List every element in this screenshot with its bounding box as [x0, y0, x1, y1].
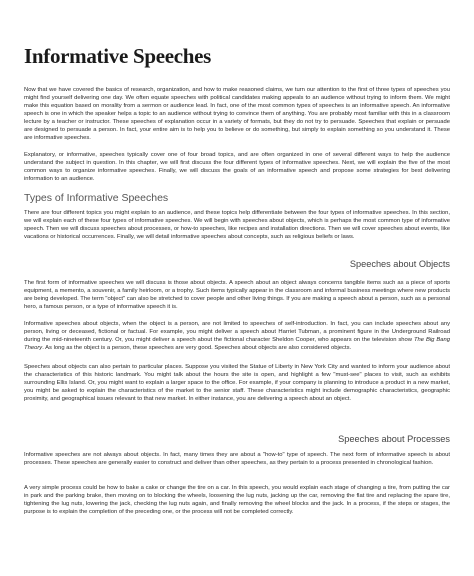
- objects-paragraph-3: Speeches about objects can also pertain to particular places. Suppose you visited the Statue of Liberty in New York City and wanted to inform your audience about the characteristics of this historic landmark. You might talk about the hours the site is open, and highlight a few "must-see" places to visit, such as exhibits surrounding Ellis Island. Or, you might want to explain a larger space to the office. For example, if your company is planning to introduce a product in a new market, you might be asked to explain the characteristics of the market to the senior staff. These characteristics might include demographic characteristics, geographic proximity, and geographical issues relevant to that new market. In either instance, you are delivering a speech about an object.: [24, 364, 450, 403]
- subheading-processes: Speeches about Processes: [338, 434, 450, 444]
- objects-p2-show-title: The Big Bang Theory: [24, 337, 450, 352]
- objects-p2-text-b: . As long as the object is a person, these speeches are very good. Speeches about objects are also considered objects.: [42, 345, 352, 352]
- intro-paragraph-1: Now that we have covered the basics of research, organization, and how to make reasoned claims, we turn our attention to the first of three types of speeches you might find yourself delivering one day. We often equate speeches with political candidates making appeals to an audience without trying to inform them. We might make this equation based on morality from a sermon or audience lead. In fact, one of the most common types of speeches is an informative speech. An informative speech is one in which the speaker helps a topic to an audience without trying to convince them of anything. You are probably most familiar with this in a classroom lecture by a teacher or instructor. These speeches of explanation occur in a variety of formats, but they do not try to persuade. Speeches that explain or persuade are designed to persuade a person. In fact, your entire aim is to help you to believe or do something, but simply to explain something so you understand it. These are informative speeches.: [24, 87, 450, 142]
- objects-paragraph-2: [24, 320, 450, 352]
- subheading-objects: Speeches about Objects: [349, 259, 450, 269]
- intro-paragraph-2: Explanatory, or informative, speeches typically cover one of four broad topics, and are often organized in one of several different ways to help the audience understand the subject in question. In this chapter, we will first discuss the four different types of informative speeches. Next, we will explain the five of the most common ways to organize informative speeches. Finally, we will discuss the goals of an informative speech and propose some strategies for best delivering information to an audience.: [24, 152, 450, 183]
- processes-paragraph-2: A very simple process could be how to bake a cake or change the tire on a car. In this speech, you would explain each stage of changing a tire, from putting the car in park and the parking brake, then moving on to blocking the wheels, loosening the lug nuts, jacking up the car, removing the flat tire and replacing the spare tire, tightening the lug nuts, lowering the jack, checking the lug nuts again, and finally removing the wheel blocks and the jack. In a process, if the steps or stages, the purpose is to explain the completion of the preceding one, or the process will not be completed correctly.: [24, 485, 450, 516]
- processes-paragraph-1: Informative speeches are not always about objects. In fact, many times they are about a "how-to" type of speech. The next form of informative speech is about processes. These speeches are generally easier to construct and deliver than other speeches, as they pertain to a process presented in chronological fashion.: [24, 452, 450, 467]
- page-title: Informative Speeches: [24, 44, 212, 68]
- section-heading-types: Types of Informative Speeches: [24, 192, 169, 204]
- types-paragraph: There are four different topics you might explain to an audience, and these topics help differentiate between the four types of informative speeches. In this section, we will explain each of these four types of informative speeches. We will begin with speeches about objects, which is perhaps the most common type of informative speech. Then we will discuss speeches about processes, or how-to speeches, like recipes and installation directions. Then we will cover speeches about events, like vacations or historical occurrences. Finally, we will detail informative speeches about concepts, such as religious beliefs or laws.: [24, 210, 450, 241]
- objects-paragraph-1: The first form of informative speeches we will discuss is those about objects. A speech about an object always concerns tangible items such as a piece of sports equipment, a memento, a souvenir, a family heirloom, or a trophy. Such items typically appear in the classroom and informal business meetings where new products are being developed. The term "object" can also be stretched to cover people and other living things. If you are making a speech about a person, such as a personal hero, a famous person, or a type of informative speech it is.: [24, 280, 450, 311]
- objects-p2-text-a: Informative speeches about objects, when the object is a person, are not limited to speeches of self-introduction. In fact, you can include speeches about any person, living or deceased, fictional or factual. For example, you might deliver a speech about Harriet Tubman, a prominent figure in the Underground Railroad during the mid-nineteenth century. Or, you might deliver a speech about the fictional character Sheldon Cooper, who appears on the television show: [24, 321, 450, 344]
